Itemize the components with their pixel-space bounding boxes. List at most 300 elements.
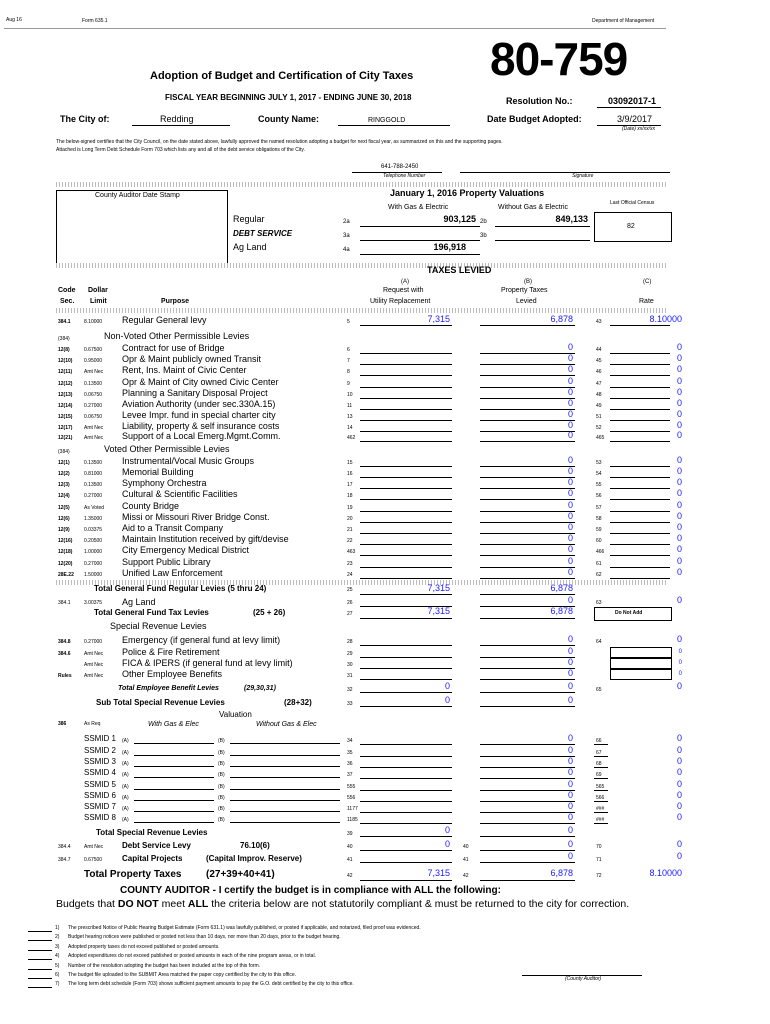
line-code: 45 bbox=[596, 358, 602, 364]
levy-levied[interactable]: 0 bbox=[567, 544, 573, 554]
formula: (27+39+40+41) bbox=[206, 869, 275, 880]
debt-service-label: Debt Service Levy bbox=[122, 841, 191, 850]
levy-request[interactable]: 7,315 bbox=[427, 314, 450, 324]
levy-rate[interactable]: 0 bbox=[676, 790, 682, 800]
ag-land-label: Ag Land bbox=[122, 597, 156, 607]
levy-rate[interactable]: 0 bbox=[676, 387, 682, 397]
formula: (28+32) bbox=[284, 698, 312, 707]
levy-purpose: Cultural & Scientific Facilities bbox=[122, 489, 238, 499]
dollar-limit: 0.13500 bbox=[84, 460, 103, 466]
line-code: 34 bbox=[347, 738, 353, 744]
line-code: 40 bbox=[347, 844, 353, 850]
line-code: 67 bbox=[596, 750, 602, 756]
levy-purpose: Missi or Missouri River Bridge Const. bbox=[122, 512, 270, 522]
code-sec: 12(13) bbox=[58, 392, 73, 398]
census-label: Last Official Census bbox=[610, 200, 655, 206]
code-sec: 384.1 bbox=[58, 319, 71, 325]
line-code: 63 bbox=[596, 600, 602, 606]
total-general-a[interactable]: 7,315 bbox=[427, 606, 450, 616]
code-sec: 384.7 bbox=[58, 857, 71, 863]
ag-land-c[interactable]: 0 bbox=[676, 595, 682, 605]
county-label: County Name: bbox=[258, 114, 320, 124]
levy-levied[interactable]: 0 bbox=[567, 387, 573, 397]
levy-rate[interactable]: 0 bbox=[676, 634, 682, 644]
levy-purpose: Unified Law Enforcement bbox=[122, 568, 223, 578]
code-sec: 12(14) bbox=[58, 403, 73, 409]
county-value[interactable]: RINGGOLD bbox=[368, 117, 406, 124]
line-code: 36 bbox=[347, 761, 353, 767]
line-code: 14 bbox=[347, 425, 353, 431]
code-sec: (384) bbox=[58, 336, 70, 342]
line-code: 46 bbox=[596, 369, 602, 375]
valuation-without-header: Without Gas & Elec bbox=[256, 721, 317, 728]
levy-levied[interactable]: 0 bbox=[567, 556, 573, 566]
fiscal-year: FISCAL YEAR BEGINNING JULY 1, 2017 - ENDING JUNE 30, 2018 bbox=[165, 93, 412, 102]
ssmid-label: SSMID 2 bbox=[84, 746, 117, 755]
cert-item: The budget file uploaded to the SUBMIT Area matched the paper copy certified by the city to this office. bbox=[68, 972, 297, 978]
levy-rate[interactable]: 0 bbox=[676, 733, 682, 743]
certification-warning bbox=[56, 899, 629, 910]
cert-item: The long term debt schedule (Form 703) shows sufficient payment amounts to pay the G.O. debt certified by the city to this office. bbox=[68, 981, 354, 988]
line-code: 462 bbox=[347, 435, 356, 441]
resolution-value[interactable]: 03092017-1 bbox=[608, 96, 657, 106]
dollar-limit: 0.06750 bbox=[84, 392, 103, 398]
levy-levied[interactable]: 0 bbox=[567, 511, 573, 521]
levy-purpose: Aid to a Transit Company bbox=[122, 523, 224, 533]
levy-levied[interactable]: 0 bbox=[567, 790, 573, 800]
levy-rate[interactable]: 0 bbox=[676, 812, 682, 822]
levy-rate[interactable]: 0 bbox=[676, 430, 682, 440]
dollar-limit: Amt Nec bbox=[84, 369, 104, 375]
line-code: 59 bbox=[596, 527, 602, 533]
total-general-b[interactable]: 6,878 bbox=[550, 606, 573, 616]
ssmid-b-marker: (B) bbox=[218, 772, 225, 778]
levy-levied[interactable]: 0 bbox=[567, 812, 573, 822]
cert-item-number: 6) bbox=[55, 972, 60, 978]
city-value[interactable]: Redding bbox=[160, 114, 194, 124]
col-c-letter: (C) bbox=[643, 279, 652, 285]
date-adopted-value[interactable]: 3/9/2017 bbox=[617, 114, 653, 124]
cert-item: Adopted expenditures do not exceed published or posted amounts in each of the nine program areas, or in total. bbox=[68, 953, 316, 960]
levy-levied[interactable]: 6,878 bbox=[550, 314, 573, 324]
levy-rate[interactable]: 0 bbox=[678, 671, 682, 677]
dollar-limit: 0.27000 bbox=[84, 403, 103, 409]
dollar-limit: 0.81000 bbox=[84, 471, 103, 477]
levy-purpose: Maintain Institution received by gift/devise bbox=[122, 534, 289, 544]
form-name: Form 635.1 bbox=[82, 18, 108, 24]
levy-levied[interactable]: 0 bbox=[567, 668, 573, 678]
ssmid-label: SSMID 7 bbox=[84, 802, 117, 811]
levy-rate[interactable]: 0 bbox=[676, 500, 682, 510]
col-a-header: Request with bbox=[383, 287, 424, 294]
formula: (Capital Improv. Reserve) bbox=[206, 854, 302, 863]
val-ag-with[interactable]: 196,918 bbox=[433, 242, 466, 252]
levy-rate[interactable]: 0 bbox=[676, 745, 682, 755]
levy-levied[interactable]: 0 bbox=[567, 455, 573, 465]
line-code: 71 bbox=[596, 857, 602, 863]
date-adopted-label: Date Budget Adopted: bbox=[487, 114, 582, 124]
without-gas-header: Without Gas & Electric bbox=[498, 204, 569, 211]
levy-rate[interactable]: 0 bbox=[676, 409, 682, 419]
line-code: ### bbox=[596, 817, 605, 823]
levy-purpose: City Emergency Medical District bbox=[122, 545, 250, 555]
ssmid-a-marker: (A) bbox=[122, 738, 129, 744]
levy-rate[interactable]: 0 bbox=[676, 488, 682, 498]
ssmid-b-marker: (B) bbox=[218, 817, 225, 823]
dollar-limit: 0.67500 bbox=[84, 857, 103, 863]
levy-rate[interactable]: 0 bbox=[676, 533, 682, 543]
rate-box bbox=[610, 669, 672, 680]
levy-levied[interactable]: 0 bbox=[567, 466, 573, 476]
line-code: 465 bbox=[596, 435, 605, 441]
line-code: 64 bbox=[596, 639, 602, 645]
levy-purpose: Support Public Library bbox=[122, 557, 211, 567]
levy-levied[interactable]: 0 bbox=[567, 733, 573, 743]
line-code: 26 bbox=[347, 600, 353, 606]
levy-levied[interactable]: 0 bbox=[567, 533, 573, 543]
dollar-limit: Amt Nec bbox=[84, 435, 104, 441]
formula: 76.10(6) bbox=[240, 841, 270, 850]
dollar-limit: 0.27000 bbox=[84, 493, 103, 499]
dollar-limit: 0.67500 bbox=[84, 347, 103, 353]
val-regular-without[interactable]: 849,133 bbox=[555, 214, 588, 224]
levy-rate[interactable]: 0 bbox=[676, 420, 682, 430]
code-sec: 12(11) bbox=[58, 369, 73, 375]
levy-purpose: Levee Impr. fund in special charter city bbox=[122, 410, 276, 420]
line-code: 3b bbox=[480, 233, 487, 239]
dollar-limit: As Voted bbox=[84, 505, 105, 511]
levy-rate[interactable]: 0 bbox=[676, 477, 682, 487]
code-sec: 12(8) bbox=[58, 347, 70, 353]
levy-purpose: FICA & IPERS (if general fund at levy limit) bbox=[122, 658, 293, 668]
code-sec: 384.1 bbox=[58, 600, 71, 606]
levy-purpose: Police & Fire Retirement bbox=[122, 647, 220, 657]
total-general-label: Total General Fund Tax Levies bbox=[94, 608, 209, 617]
cert-item: Adopted property taxes do not exceed published or posted amounts. bbox=[68, 943, 220, 950]
levy-levied[interactable]: 0 bbox=[567, 801, 573, 811]
line-code: 37 bbox=[347, 772, 353, 778]
levy-rate[interactable]: 0 bbox=[676, 398, 682, 408]
ssmid-a-marker: (A) bbox=[122, 795, 129, 801]
total-emp-a[interactable]: 0 bbox=[444, 681, 450, 691]
levy-levied[interactable]: 0 bbox=[567, 430, 573, 440]
intro-line1: The below-signed certifies that the City Council, on the date stated above, lawfully approved the named resolution adopting a budget for next fiscal year, as summarized on this and the supporting pages. bbox=[56, 139, 503, 145]
capital-projects-label: Capital Projects bbox=[122, 854, 183, 863]
cert-item-number: 1) bbox=[55, 925, 60, 931]
dollar-limit: 1.00000 bbox=[84, 549, 103, 555]
warning-text: meet bbox=[158, 898, 188, 910]
ssmid-b-marker: (B) bbox=[218, 761, 225, 767]
capital-projects-c[interactable]: 0 bbox=[676, 851, 682, 861]
ssmid-b-marker: (B) bbox=[218, 795, 225, 801]
cert-item: Number of the resolution adopting the budget has been included at the top of this form. bbox=[68, 962, 261, 969]
city-label: The City of: bbox=[60, 114, 110, 124]
line-code: 41 bbox=[463, 857, 469, 863]
resolution-label: Resolution No.: bbox=[506, 96, 573, 106]
section-heading: Voted Other Permissible Levies bbox=[104, 444, 230, 454]
cert-item: Budget hearing notices were published or posted not less than 10 days, nor more than 20 days, prior to the budget hearing. bbox=[68, 934, 341, 941]
levy-rate[interactable]: 0 bbox=[678, 660, 682, 666]
col-a-letter: (A) bbox=[401, 279, 409, 285]
line-code: 17 bbox=[347, 482, 353, 488]
sub-special-label: Sub Total Special Revenue Levies bbox=[96, 698, 225, 707]
line-code: 32 bbox=[347, 687, 353, 693]
line-code: 65 bbox=[596, 687, 602, 693]
debt-service-a[interactable]: 0 bbox=[444, 839, 450, 849]
line-code: 556 bbox=[347, 795, 356, 801]
total-emp-b[interactable]: 0 bbox=[567, 681, 573, 691]
dollar-limit: 0.20500 bbox=[84, 538, 103, 544]
code-sec: 12(17) bbox=[58, 425, 73, 431]
col-a-header: Utility Replacement bbox=[370, 298, 431, 305]
line-code: 23 bbox=[347, 561, 353, 567]
levy-rate[interactable]: 0 bbox=[676, 364, 682, 374]
line-code: 31 bbox=[347, 673, 353, 679]
total-property-a[interactable]: 7,315 bbox=[427, 868, 450, 878]
ssmid-a-marker: (A) bbox=[122, 806, 129, 812]
warning-text: ALL bbox=[187, 898, 209, 910]
levy-levied[interactable]: 0 bbox=[567, 745, 573, 755]
do-not-add-note: Do Not Add bbox=[615, 610, 643, 616]
levy-purpose: Emergency (if general fund at levy limit) bbox=[122, 635, 281, 645]
total-special-a[interactable]: 0 bbox=[444, 825, 450, 835]
levy-levied[interactable]: 0 bbox=[567, 353, 573, 363]
code-sec: 12(16) bbox=[58, 538, 73, 544]
levy-levied[interactable]: 0 bbox=[567, 342, 573, 352]
line-code: 25 bbox=[347, 587, 353, 593]
code-sec: 28E.22 bbox=[58, 572, 74, 578]
ssmid-b-marker: (B) bbox=[218, 806, 225, 812]
line-code: 53 bbox=[596, 460, 602, 466]
levy-levied[interactable]: 0 bbox=[567, 409, 573, 419]
levy-rate[interactable]: 0 bbox=[676, 767, 682, 777]
levy-levied[interactable]: 0 bbox=[567, 500, 573, 510]
levy-purpose: Support of a Local Emerg.Mgmt.Comm. bbox=[122, 431, 281, 441]
levy-purpose: Regular General levy bbox=[122, 315, 207, 325]
county-auditor-label: (County Auditor) bbox=[565, 976, 602, 982]
code-sec: (384) bbox=[58, 449, 70, 455]
levy-purpose: Planning a Sanitary Disposal Project bbox=[122, 388, 268, 398]
total-special-b[interactable]: 0 bbox=[567, 825, 573, 835]
levy-levied[interactable]: 0 bbox=[567, 376, 573, 386]
code-sec: 384.4 bbox=[58, 844, 71, 850]
total-special-label: Total Special Revenue Levies bbox=[96, 828, 208, 837]
line-code: 21 bbox=[347, 527, 353, 533]
line-code: 16 bbox=[347, 471, 353, 477]
line-code: 30 bbox=[347, 662, 353, 668]
levy-purpose: Liability, property & self insurance costs bbox=[122, 421, 280, 431]
line-code: 1177 bbox=[347, 806, 358, 812]
levy-rate[interactable]: 0 bbox=[676, 466, 682, 476]
col-b-letter: (B) bbox=[524, 279, 532, 285]
line-code: 6 bbox=[347, 347, 350, 353]
levy-rate[interactable]: 0 bbox=[676, 544, 682, 554]
form-title: Adoption of Budget and Certification of City Taxes bbox=[150, 70, 414, 82]
levy-levied[interactable]: 0 bbox=[567, 779, 573, 789]
dollar-limit: 8.10000 bbox=[84, 319, 103, 325]
rate-box bbox=[610, 658, 672, 669]
dollar-limit: As Req bbox=[84, 721, 101, 727]
levy-rate[interactable]: 0 bbox=[676, 455, 682, 465]
code-sec: 12(12) bbox=[58, 381, 73, 387]
capital-projects-b[interactable]: 0 bbox=[567, 851, 573, 861]
line-code: 60 bbox=[596, 538, 602, 544]
dollar-limit: 1.35000 bbox=[84, 516, 103, 522]
dollar-limit: Amt Nec bbox=[84, 651, 104, 657]
levy-rate[interactable]: 0 bbox=[676, 353, 682, 363]
dollar-limit: 1.50000 bbox=[84, 572, 103, 578]
line-code: 40 bbox=[463, 844, 469, 850]
levy-rate[interactable]: 0 bbox=[676, 756, 682, 766]
census-value[interactable]: 82 bbox=[627, 223, 635, 230]
ssmid-label: SSMID 4 bbox=[84, 768, 117, 777]
line-code: 28 bbox=[347, 639, 353, 645]
levy-levied[interactable]: 0 bbox=[567, 634, 573, 644]
line-code: 11 bbox=[347, 403, 353, 409]
cert-item-number: 2) bbox=[55, 934, 60, 941]
levy-levied[interactable]: 0 bbox=[567, 657, 573, 667]
total-regular-a[interactable]: 7,315 bbox=[427, 583, 450, 593]
code-sec: 12(1) bbox=[58, 460, 70, 466]
line-code: 1185 bbox=[347, 817, 358, 823]
line-code: 48 bbox=[596, 392, 602, 398]
line-code: 56 bbox=[596, 493, 602, 499]
levy-levied[interactable]: 0 bbox=[567, 477, 573, 487]
dollar-limit: 0.06750 bbox=[84, 414, 103, 420]
taxes-title: TAXES LEVIED bbox=[427, 265, 492, 275]
date-stamp-box bbox=[56, 190, 228, 264]
line-code: 18 bbox=[347, 493, 353, 499]
line-code: 72 bbox=[596, 873, 602, 879]
ssmid-b-marker: (B) bbox=[218, 750, 225, 756]
ssmid-a-marker: (A) bbox=[122, 750, 129, 756]
warning-text: Budgets that bbox=[56, 898, 118, 910]
ssmid-label: SSMID 6 bbox=[84, 791, 117, 800]
levy-rate[interactable]: 0 bbox=[676, 567, 682, 577]
ssmid-a-marker: (A) bbox=[122, 817, 129, 823]
line-code: 22 bbox=[347, 538, 353, 544]
dollar-limit: 0.03375 bbox=[84, 527, 103, 533]
levy-rate[interactable]: 8.10000 bbox=[649, 314, 682, 324]
intro-line2: Attached is Long Term Debt Schedule Form 703 which lists any and all of the debt service obligations of the City. bbox=[56, 147, 305, 153]
levy-rate[interactable]: 0 bbox=[676, 801, 682, 811]
levy-levied[interactable]: 0 bbox=[567, 420, 573, 430]
line-code: 39 bbox=[347, 831, 353, 837]
form-date: Aug 16 bbox=[6, 17, 22, 23]
levy-rate[interactable]: 0 bbox=[678, 649, 682, 655]
total-regular-label: Total General Fund Regular Levies (5 thru 24) bbox=[94, 584, 267, 593]
cert-item-number: 3) bbox=[55, 943, 60, 950]
total-emp-c[interactable]: 0 bbox=[676, 681, 682, 691]
ssmid-b-marker: (B) bbox=[218, 738, 225, 744]
form-number: 80-759 bbox=[490, 33, 628, 85]
line-code: 566 bbox=[596, 795, 605, 801]
dollar-limit: Amt Nec bbox=[84, 662, 104, 668]
code-sec: 12(18) bbox=[58, 549, 73, 555]
val-regular-with[interactable]: 903,125 bbox=[443, 214, 476, 224]
line-code: 10 bbox=[347, 392, 353, 398]
line-code: 54 bbox=[596, 471, 602, 477]
levy-levied[interactable]: 0 bbox=[567, 488, 573, 498]
ag-land-b[interactable]: 0 bbox=[567, 595, 573, 605]
line-code: 27 bbox=[347, 611, 353, 617]
line-code: 5 bbox=[347, 319, 350, 325]
line-code: 2b bbox=[480, 219, 487, 225]
total-regular-b[interactable]: 6,878 bbox=[550, 583, 573, 593]
levy-purpose: Contract for use of Bridge bbox=[122, 343, 225, 353]
levy-levied[interactable]: 0 bbox=[567, 364, 573, 374]
line-code: 466 bbox=[596, 549, 605, 555]
dollar-header: Dollar bbox=[88, 287, 108, 294]
line-code: 463 bbox=[347, 549, 356, 555]
line-code: 44 bbox=[596, 347, 602, 353]
levy-rate[interactable]: 0 bbox=[676, 342, 682, 352]
code-sec: 12(21) bbox=[58, 435, 73, 441]
line-code: 4a bbox=[343, 247, 350, 253]
ssmid-b-marker: (B) bbox=[218, 784, 225, 790]
line-code: 43 bbox=[596, 319, 602, 325]
levy-rate[interactable]: 0 bbox=[676, 376, 682, 386]
line-code: 9 bbox=[347, 381, 350, 387]
levy-purpose: County Bridge bbox=[122, 501, 180, 511]
cert-item-number: 7) bbox=[55, 981, 60, 988]
levy-levied[interactable]: 0 bbox=[567, 767, 573, 777]
sub-special-a[interactable]: 0 bbox=[444, 695, 450, 705]
line-code: 7 bbox=[347, 358, 350, 364]
warning-text: the criteria below are not statutorily compliant & must be returned to the city for correction. bbox=[208, 898, 630, 910]
levy-levied[interactable]: 0 bbox=[567, 756, 573, 766]
line-code: 29 bbox=[347, 651, 353, 657]
levy-levied[interactable]: 0 bbox=[567, 522, 573, 532]
formula: (25 + 26) bbox=[253, 608, 286, 617]
sub-special-b[interactable]: 0 bbox=[567, 695, 573, 705]
formula: (29,30,31) bbox=[244, 685, 276, 692]
levy-purpose: Opr & Maint of City owned Civic Center bbox=[122, 377, 279, 387]
rate-box bbox=[610, 647, 672, 658]
line-code: 2a bbox=[343, 219, 350, 225]
ssmid-a-marker: (A) bbox=[122, 784, 129, 790]
levy-rate[interactable]: 0 bbox=[676, 511, 682, 521]
levy-levied[interactable]: 0 bbox=[567, 567, 573, 577]
ssmid-label: SSMID 8 bbox=[84, 813, 117, 822]
col-c-header: Rate bbox=[639, 298, 654, 305]
dollar-limit: Amt Nec bbox=[84, 673, 104, 679]
levy-rate[interactable]: 0 bbox=[676, 779, 682, 789]
ssmid-label: SSMID 1 bbox=[84, 734, 117, 743]
total-property-c[interactable]: 8.10000 bbox=[649, 868, 682, 878]
code-sec: 12(9) bbox=[58, 527, 70, 533]
debt-service-c[interactable]: 0 bbox=[676, 839, 682, 849]
levy-rate[interactable]: 0 bbox=[676, 556, 682, 566]
levy-purpose: Memorial Building bbox=[122, 467, 194, 477]
levy-rate[interactable]: 0 bbox=[676, 522, 682, 532]
line-code: 58 bbox=[596, 516, 602, 522]
line-code: 15 bbox=[347, 460, 353, 466]
levy-levied[interactable]: 0 bbox=[567, 398, 573, 408]
signature-label: Signature bbox=[572, 173, 594, 179]
code-sec: 384.6 bbox=[58, 651, 71, 657]
levy-levied[interactable]: 0 bbox=[567, 646, 573, 656]
code-sec: 12(5) bbox=[58, 505, 70, 511]
total-property-b[interactable]: 6,878 bbox=[550, 868, 573, 878]
line-code: 19 bbox=[347, 505, 353, 511]
line-code: 42 bbox=[463, 873, 469, 879]
phone-value[interactable]: 641-788-2450 bbox=[381, 164, 419, 170]
code-sec: Rules bbox=[58, 673, 72, 679]
col-b-header: Levied bbox=[516, 298, 537, 305]
code-sec: 12(6) bbox=[58, 516, 70, 522]
debt-service-b[interactable]: 0 bbox=[567, 839, 573, 849]
